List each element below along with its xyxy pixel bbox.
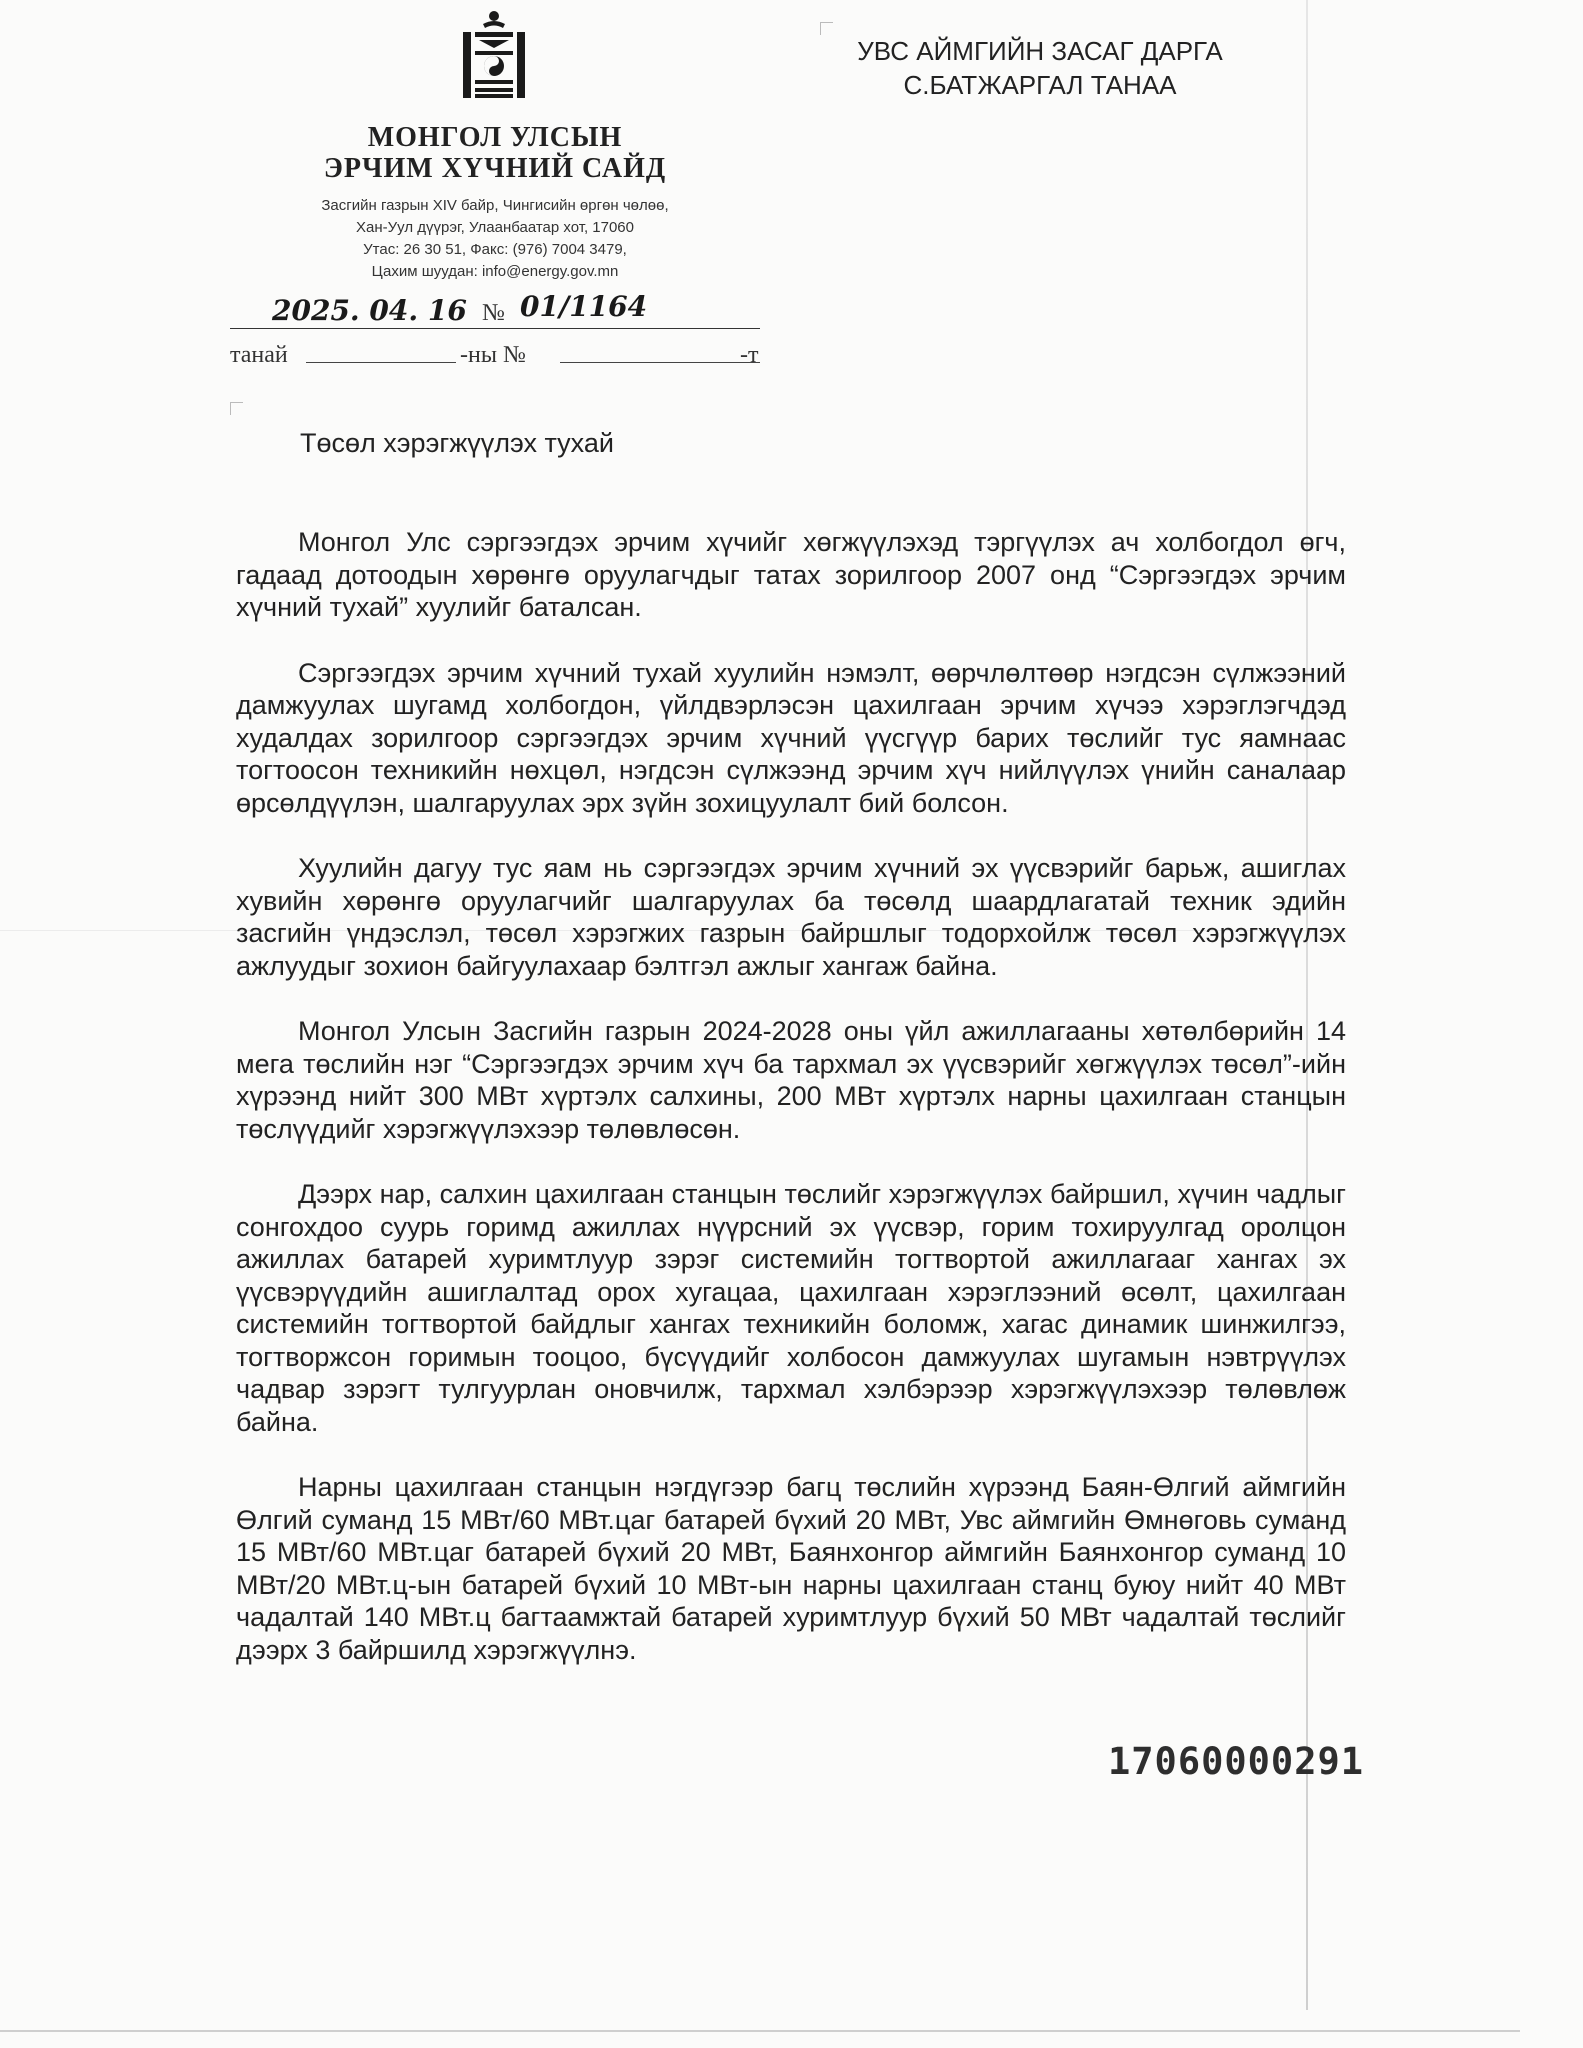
state-emblem-icon — [459, 10, 529, 102]
page-edge-bottom — [0, 2030, 1520, 2032]
ministry-address — [250, 195, 740, 283]
letter-subject: Төсөл хэрэгжүүлэх тухай — [300, 428, 614, 458]
letter-number: 01/1164 — [520, 290, 648, 323]
email-line: Цахим шуудан: info@energy.gov.mn — [371, 263, 619, 280]
body-paragraph: Монгол Улсын Засгийн газрын 2024-2028 оны үйл ажиллагааны хөтөлбөрийн 14 мега төслийн нэг “Сэргээгдэх эрчим хүч ба тархмал эх үүсвэрийг хөгжүүлэх төсөл”-ийн хүрээнд нийт 300 МВт хүртэлх салхины, 200 МВт хүртэлх нарны цахилгаан станцын төслүүдийг хэрэгжүүлэхээр төлөвлөсөн. — [236, 1016, 1346, 1144]
number-sign: № — [482, 300, 505, 326]
your-number-blank — [560, 362, 760, 363]
body-paragraph: Дээрх нар, салхин цахилгаан станцын төслийг хэрэгжүүлэх байршил, хүчин чадлыг сонгохдоо суурь горимд ажиллах нүүрсний эх үүсвэр, горим тохируулгад оролцон ажиллах батарей хуримтлуур зэрэг системийн тогтвортой ажиллагааг хангах эх үүсвэрүүдийн ашиглалтад орох хугацаа, цахилгаан хэрэглээний өсөлт, цахилгаан системийн тогтвортой байдлыг хангах техникийн боломж, хагас динамик шинжилгээ, тогтворжсон горимын тооцоо, бүсүүдийг холбосон дамжуулах шугамын нэвтрүүлэх чадвар зэрэгт тулгуурлан оновчилж, тархмал хэлбэрээр хэрэгжүүлэхээр төлөвлөж байна. — [236, 1179, 1346, 1437]
phone-fax-line: Утас: 26 30 51, Факс: (976) 7004 3479, — [363, 241, 627, 258]
recipient-line1: УВС АЙМГИЙН ЗАСАГ ДАРГА — [857, 36, 1223, 66]
ministry-name — [230, 122, 760, 184]
address-line2: Хан-Уул дүүрэг, Улаанбаатар хот, 17060 — [356, 219, 634, 236]
letter-date: 2025. 04. 16 — [272, 294, 467, 327]
recipient-block — [820, 34, 1260, 102]
recipient-line2: С.БАТЖАРГАЛ ТАНАА — [903, 70, 1177, 100]
body-paragraph: Нарны цахилгаан станцын нэгдүгээр багц төслийн хүрээнд Баян-Өлгий аймгийн Өлгий суманд 15 МВт/60 МВт.цаг батарей бүхий 20 МВт, Увс аймгийн Өмнөговь суманд 15 МВт/60 МВт.цаг батарей бүхий 20 МВт, Баянхонгор аймгийн Баянхонгор суманд 10 МВт/20 МВт.ц-ын батарей бүхий 10 МВт-ын нарны цахилгаан станц буюу нийт 40 МВт чадалтай 140 МВт.ц багтаамжтай батарей хуримтлуур бүхий 50 МВт чадалтай төслийг дээрх 3 байршилд хэрэгжүүлнэ. — [236, 1472, 1346, 1665]
address-line1: Засгийн газрын XIV байр, Чингисийн өргөн чөлөө, — [321, 197, 669, 214]
ministry-name-line2: ЭРЧИМ ХҮЧНИЙ САЙД — [323, 153, 667, 184]
corner-mark-right — [820, 22, 833, 35]
t-label: -т — [740, 342, 759, 368]
ny-label: -ны № — [460, 342, 526, 368]
corner-mark-left — [230, 402, 243, 415]
incoming-reference — [230, 338, 770, 368]
your-date-blank — [306, 362, 456, 363]
registration-stamp-number: 17060000291 — [1108, 1740, 1365, 1783]
body-paragraph: Хуулийн дагуу тус яам нь сэргээгдэх эрчим хүчний эх үүсвэрийг барьж, ашиглах хувийн хөрөнгө оруулагчийг шалгаруулах ба төсөлд шаардлагатай техник эдийн засгийн үндэслэл, төсөл хэрэгжих газрын байршлыг тодорхойлж төсөл хэрэгжүүлэх ажлуудыг зохион байгуулахаар бэлтгэл ажлыг хангаж байна. — [236, 853, 1346, 981]
letter-body — [236, 526, 1346, 1699]
body-paragraph: Монгол Улс сэргээгдэх эрчим хүчийг хөгжүүлэхэд тэргүүлэх ач холбогдол өгч, гадаад дотоодын хөрөнгө оруулагчдыг татах зорилгоор 2007 онд “Сэргээгдэх эрчим хүчний тухай” хуулийг баталсан. — [236, 527, 1346, 622]
your-label: танай — [230, 342, 288, 368]
ministry-name-line1: МОНГОЛ УЛСЫН — [367, 122, 623, 153]
outgoing-reference — [230, 290, 760, 329]
body-paragraph: Сэргээгдэх эрчим хүчний тухай хуулийн нэмэлт, өөрчлөлтөөр нэгдсэн сүлжээний дамжуулах шугамд холбогдон, үйлдвэрлэсэн цахилгаан эрчим хүчээ хэрэглэгчдэд худалдах зорилгоор сэргээгдэх эрчим хүчний үүсгүүр барих төслийг тус яамнаас тогтоосон техникийн нөхцөл, нэгдсэн сүлжээнд эрчим хүч нийлүүлэх үнийн саналаар өрсөлдүүлэн, шалгаруулах эрх зүйн зохицуулалт бий болсон. — [236, 657, 1346, 818]
